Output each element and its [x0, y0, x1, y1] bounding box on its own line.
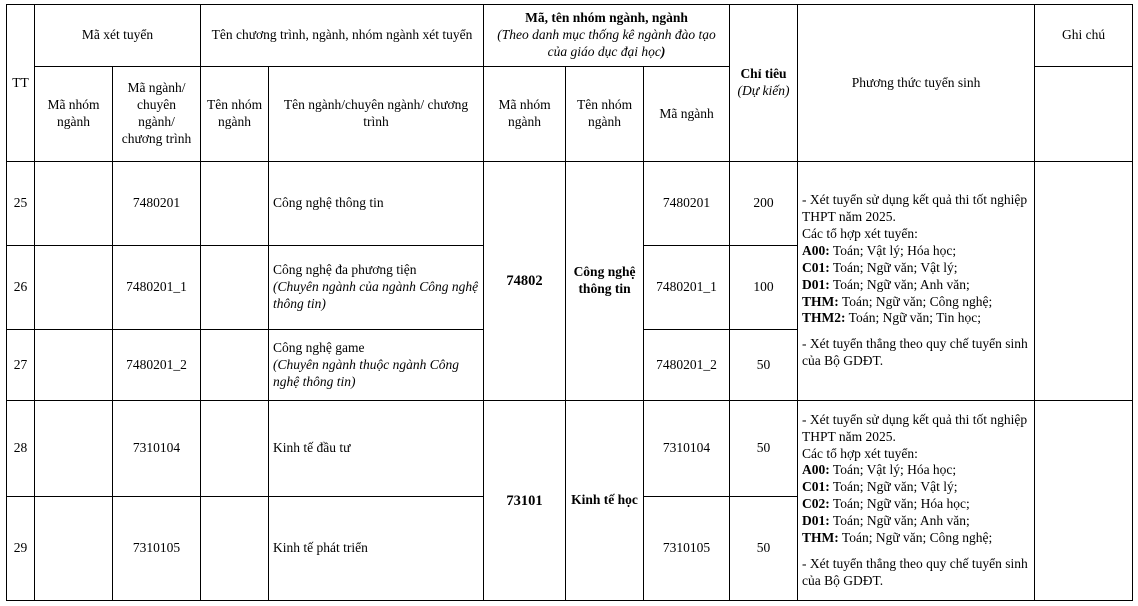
row-chi-tieu: 50 — [730, 496, 798, 600]
row-ten-nganh — [269, 329, 484, 401]
method-combo-code: THM: — [802, 293, 839, 309]
method-combo — [802, 462, 1030, 479]
method-combo — [802, 310, 1030, 327]
row-ghi-chu — [1035, 401, 1133, 601]
header-ma-nganh-chuyen-nganh: Mã ngành/ chuyên ngành/ chương trình — [113, 67, 201, 162]
method-intro: - Xét tuyển sử dụng kết quả thi tốt nghiệp THPT năm 2025. — [802, 411, 1028, 444]
method-combo-subjects: Toán; Vật lý; Hóa học; — [829, 242, 957, 258]
row-ten-nhom-nganh — [201, 162, 269, 246]
header-ma-ten-nhom-note-close: ) — [660, 43, 666, 59]
method-combo — [802, 530, 1030, 547]
row-ten-nganh — [269, 162, 484, 246]
row-tt: 25 — [7, 162, 35, 246]
row-ten-nhom-nganh — [201, 496, 269, 600]
header-ma-nganh: Mã ngành — [644, 67, 730, 162]
row-ma-nhom-nganh — [35, 496, 113, 600]
header-ghi-chu-sub — [1035, 67, 1133, 162]
row-tt: 26 — [7, 245, 35, 329]
header-ten-chuong-trinh: Tên chương trình, ngành, nhóm ngành xét tuyển — [201, 5, 484, 67]
row-ma-nganh: 7310104 — [113, 401, 201, 496]
row-ten-nganh — [269, 496, 484, 600]
row-chi-tieu: 200 — [730, 162, 798, 246]
row-ma-nhom-nganh — [35, 401, 113, 496]
row-ten-nganh — [269, 401, 484, 496]
row-ma-nganh-stat: 7310105 — [644, 496, 730, 600]
method-combo-subjects: Toán; Ngữ văn; Anh văn; — [829, 276, 970, 292]
method-intro: - Xét tuyển sử dụng kết quả thi tốt nghiệp THPT năm 2025. — [802, 192, 1028, 225]
admission-method-kinh-te — [798, 401, 1035, 601]
group-code-kinh-te: 73101 — [484, 401, 566, 601]
table-row — [7, 162, 1133, 246]
header-ma-ten-nhom — [484, 5, 730, 67]
row-tt: 27 — [7, 329, 35, 401]
group-name-cntt: Công nghệ thông tin — [566, 162, 644, 401]
method-direct: - Xét tuyển thẳng theo quy chế tuyển sinh của Bộ GDĐT. — [802, 336, 1028, 369]
method-combo-subjects: Toán; Ngữ văn; Vật lý; — [829, 259, 958, 275]
row-ten-nganh — [269, 245, 484, 329]
row-ten-nganh-note: (Chuyên ngành của ngành Công nghệ thông tin) — [273, 278, 479, 311]
header-ten-nhom-nganh: Tên nhóm ngành — [201, 67, 269, 162]
header-tt: TT — [7, 5, 35, 162]
method-combo-code: D01: — [802, 276, 830, 292]
admission-method-cntt — [798, 162, 1035, 401]
method-combo-subjects: Toán; Ngữ văn; Hóa học; — [829, 496, 970, 512]
method-combo-code: THM: — [802, 529, 839, 545]
method-combo — [802, 294, 1030, 311]
header-ma-ten-nhom-note: (Theo danh mục thống kê ngành đào tạo của giáo dục đại học — [497, 27, 716, 59]
row-ma-nganh: 7480201_1 — [113, 245, 201, 329]
row-ten-nhom-nganh — [201, 401, 269, 496]
method-combo-code: A00: — [802, 462, 830, 478]
method-combo — [802, 496, 1030, 513]
row-tt: 29 — [7, 496, 35, 600]
row-ma-nganh-stat: 7480201_2 — [644, 329, 730, 401]
row-chi-tieu: 100 — [730, 245, 798, 329]
method-combo-subjects: Toán; Vật lý; Hóa học; — [829, 462, 957, 478]
row-ghi-chu — [1035, 162, 1133, 401]
method-combo-subjects: Toán; Ngữ văn; Vật lý; — [829, 479, 958, 495]
method-combos-title: Các tổ hợp xét tuyển: — [802, 445, 918, 461]
row-ma-nhom-nganh — [35, 162, 113, 246]
row-ten-nhom-nganh — [201, 329, 269, 401]
row-tt: 28 — [7, 401, 35, 496]
method-combo-code: THM2: — [802, 310, 846, 326]
row-ten-nganh-label: Kinh tế phát triển — [273, 539, 368, 555]
header-ten-nganh-chuyen-nganh: Tên ngành/chuyên ngành/ chương trình — [269, 67, 484, 162]
method-combos-title: Các tổ hợp xét tuyển: — [802, 226, 918, 242]
method-combo-code: D01: — [802, 513, 830, 529]
method-combo-code: C01: — [802, 259, 830, 275]
group-name-kinh-te: Kinh tế học — [566, 401, 644, 601]
row-ten-nhom-nganh — [201, 245, 269, 329]
method-combo-code: C01: — [802, 479, 830, 495]
method-combo — [802, 513, 1030, 530]
row-ma-nganh-stat: 7310104 — [644, 401, 730, 496]
header-ma-nhom-nganh-2: Mã nhóm ngành — [484, 67, 566, 162]
method-combo — [802, 243, 1030, 260]
header-ten-nhom-nganh-2: Tên nhóm ngành — [566, 67, 644, 162]
method-combo-code: A00: — [802, 242, 830, 258]
row-ten-nganh-label: Công nghệ game — [273, 339, 365, 355]
row-ma-nganh-stat: 7480201_1 — [644, 245, 730, 329]
row-ten-nganh-label: Công nghệ đa phương tiện — [273, 262, 417, 278]
admissions-table — [6, 4, 1133, 601]
header-chi-tieu — [730, 5, 798, 162]
method-combo — [802, 479, 1030, 496]
header-ma-xet-tuyen: Mã xét tuyển — [35, 5, 201, 67]
row-ten-nganh-label: Kinh tế đầu tư — [273, 440, 351, 456]
row-ten-nganh-note: (Chuyên ngành thuộc ngành Công nghệ thông tin) — [273, 356, 459, 389]
row-ten-nganh-label: Công nghệ thông tin — [273, 195, 384, 211]
header-chi-tieu-label: Chỉ tiêu — [740, 66, 787, 82]
row-ma-nganh: 7310105 — [113, 496, 201, 600]
method-combo-subjects: Toán; Ngữ văn; Anh văn; — [829, 513, 970, 529]
header-chi-tieu-note: (Dự kiến) — [737, 83, 790, 98]
row-chi-tieu: 50 — [730, 401, 798, 496]
row-ma-nhom-nganh — [35, 245, 113, 329]
header-ma-ten-nhom-title: Mã, tên nhóm ngành, ngành — [525, 10, 688, 26]
method-combo — [802, 277, 1030, 294]
row-chi-tieu: 50 — [730, 329, 798, 401]
header-ma-nhom-nganh: Mã nhóm ngành — [35, 67, 113, 162]
method-combo-subjects: Toán; Ngữ văn; Công nghệ; — [838, 293, 993, 309]
method-combo-subjects: Toán; Ngữ văn; Công nghệ; — [838, 529, 993, 545]
table-row — [7, 401, 1133, 496]
row-ma-nhom-nganh — [35, 329, 113, 401]
header-phuong-thuc: Phương thức tuyển sinh — [798, 5, 1035, 162]
method-direct: - Xét tuyển thẳng theo quy chế tuyển sinh của Bộ GDĐT. — [802, 555, 1028, 588]
header-ghi-chu: Ghi chú — [1035, 5, 1133, 67]
method-combo-code: C02: — [802, 496, 830, 512]
method-combo — [802, 260, 1030, 277]
row-ma-nganh-stat: 7480201 — [644, 162, 730, 246]
row-ma-nganh: 7480201_2 — [113, 329, 201, 401]
row-ma-nganh: 7480201 — [113, 162, 201, 246]
method-combo-subjects: Toán; Ngữ văn; Tin học; — [845, 310, 982, 326]
group-code-cntt: 74802 — [484, 162, 566, 401]
